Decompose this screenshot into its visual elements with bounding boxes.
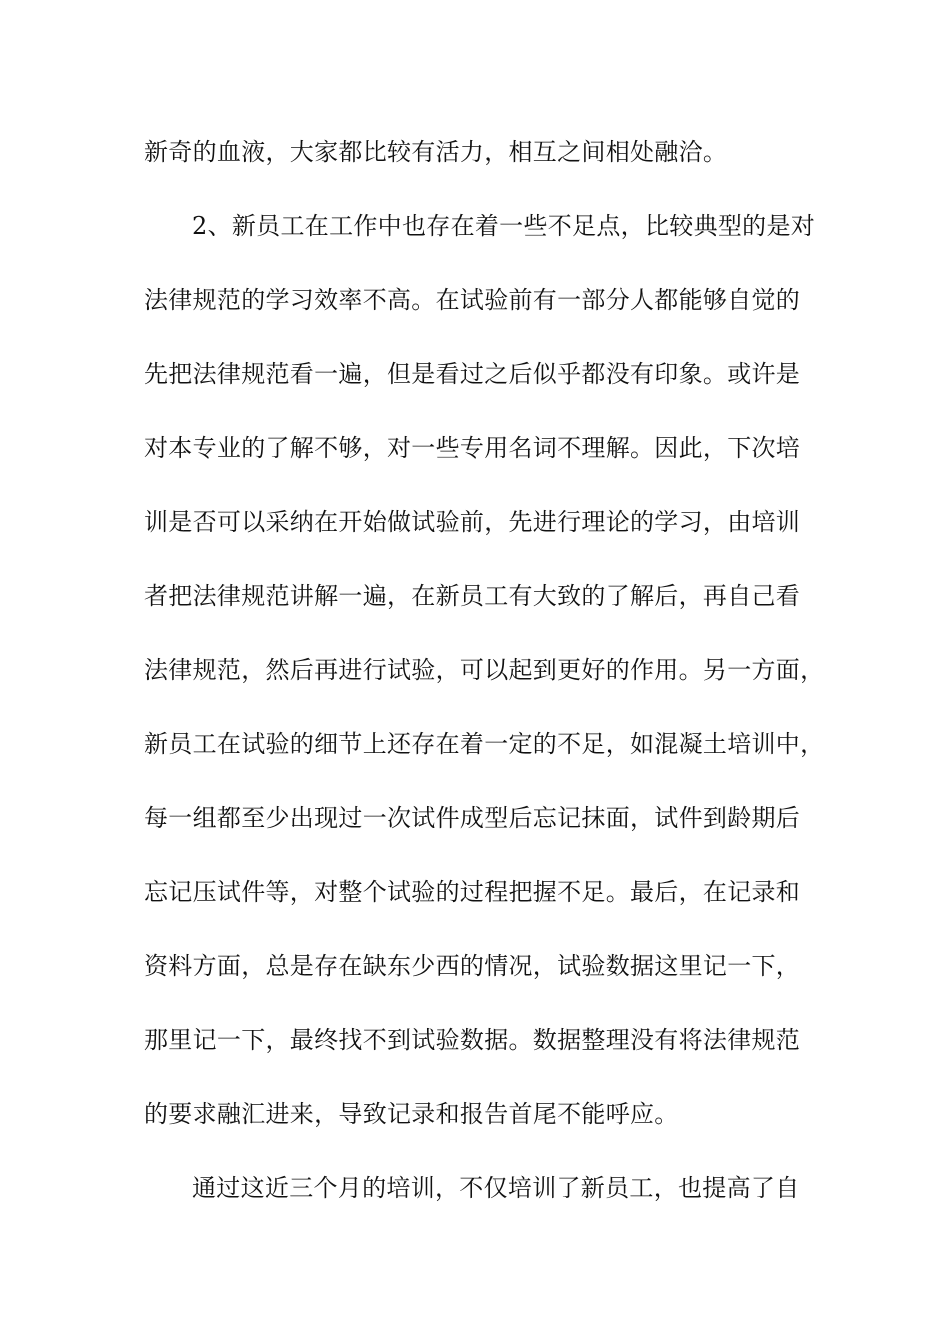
text-line: 新员工在试验的细节上还存在着一定的不足，如混凝土培训中， bbox=[144, 730, 825, 758]
text-line: 的要求融汇进来，导致记录和报告首尾不能呼应。 bbox=[144, 1100, 679, 1128]
paragraph-first-line: 2、新员工在工作中也存在着一些不足点，比较典型的是对 bbox=[192, 212, 816, 240]
paragraph-first-line: 通过这近三个月的培训，不仅培训了新员工，也提高了自 bbox=[192, 1174, 800, 1202]
text-line: 忘记压试件等，对整个试验的过程把握不足。最后，在记录和 bbox=[144, 878, 801, 906]
text-line: 对本专业的了解不够，对一些专用名词不理解。因此，下次培 bbox=[144, 434, 801, 462]
text-line: 法律规范的学习效率不高。在试验前有一部分人都能够自觉的 bbox=[144, 286, 801, 314]
text-line: 那里记一下，最终找不到试验数据。数据整理没有将法律规范 bbox=[144, 1026, 801, 1054]
text-line: 法律规范，然后再进行试验，可以起到更好的作用。另一方面， bbox=[144, 656, 825, 684]
text-line: 新奇的血液，大家都比较有活力，相互之间相处融洽。 bbox=[144, 138, 728, 166]
text-line: 训是否可以采纳在开始做试验前，先进行理论的学习，由培训 bbox=[144, 508, 801, 536]
text-line: 者把法律规范讲解一遍，在新员工有大致的了解后，再自己看 bbox=[144, 582, 801, 610]
text-line: 资料方面，总是存在缺东少西的情况，试验数据这里记一下， bbox=[144, 952, 801, 980]
text-line: 每一组都至少出现过一次试件成型后忘记抹面，试件到龄期后 bbox=[144, 804, 801, 832]
text-line: 先把法律规范看一遍，但是看过之后似乎都没有印象。或许是 bbox=[144, 360, 801, 388]
